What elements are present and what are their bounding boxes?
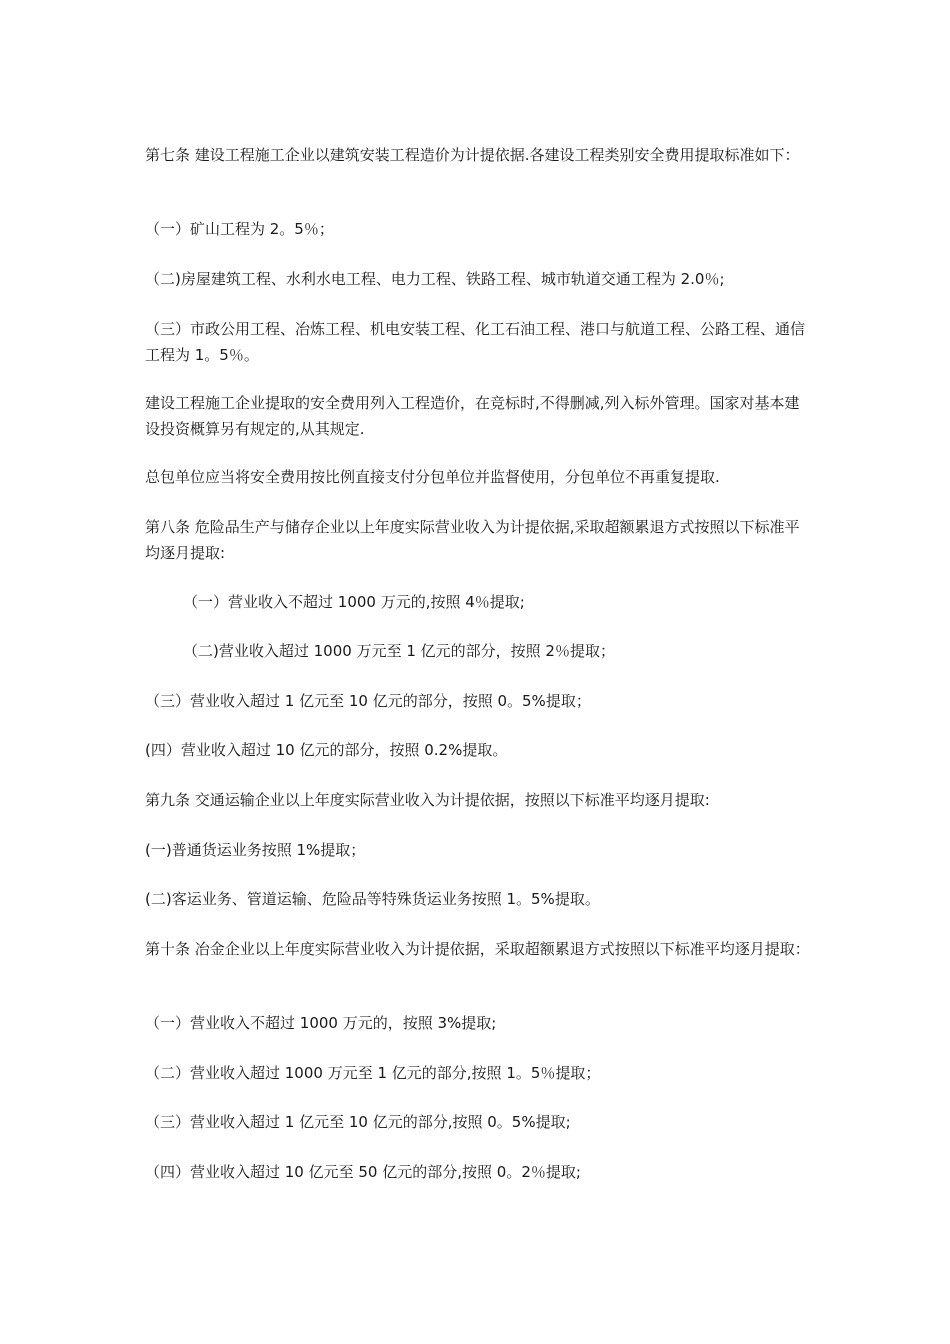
article-8-item-1: （一）营业收入不超过 1000 万元的,按照 4％提取; <box>183 593 525 611</box>
article-7-item-2: （二)房屋建筑工程、水利水电工程、电力工程、铁路工程、城市轨道交通工程为 2.0％; <box>145 270 725 288</box>
article-9-item-1: (一)普通货运业务按照 1%提取； <box>145 841 366 859</box>
article-10-item-1: （一）营业收入不超过 1000 万元的，按照 3%提取; <box>145 1014 497 1032</box>
article-9-item-2: (二)客运业务、管道运输、危险品等特殊货运业务按照 1。5%提取。 <box>145 890 600 908</box>
article-7-item-3: （三）市政公用工程、冶炼工程、机电安装工程、化工石油工程、港口与航道工程、公路工程、通信工程为 1。5％。 <box>145 320 806 364</box>
article-7-note-2: 总包单位应当将安全费用按比例直接支付分包单位并监督使用，分包单位不再重复提取. <box>145 468 720 486</box>
article-7-note-1: 建设工程施工企业提取的安全费用列入工程造价，在竞标时,不得删减,列入标外管理。国家对基本建设投资概算另有规定的,从其规定. <box>145 394 800 438</box>
article-10-item-3: （三）营业收入超过 1 亿元至 10 亿元的部分,按照 0。5%提取; <box>145 1113 571 1131</box>
article-7-item-1: （一）矿山工程为 2。5％； <box>145 220 334 238</box>
article-8-item-4: (四）营业收入超过 10 亿元的部分，按照 0.2%提取。 <box>145 741 508 759</box>
article-8-item-2: （二)营业收入超过 1000 万元至 1 亿元的部分，按照 2％提取； <box>183 642 615 660</box>
article-10-item-2: （二）营业收入超过 1000 万元至 1 亿元的部分,按照 1。5％提取； <box>145 1064 601 1082</box>
article-9-heading: 第九条 交通运输企业以上年度实际营业收入为计提依据，按照以下标准平均逐月提取: <box>145 791 710 809</box>
article-7-heading: 第七条 建设工程施工企业以建筑安装工程造价为计提依据.各建设工程类别安全费用提取标准如下： <box>145 146 800 164</box>
article-10-item-4: （四）营业收入超过 10 亿元至 50 亿元的部分,按照 0。2％提取; <box>145 1163 581 1181</box>
article-8-item-3: （三）营业收入超过 1 亿元至 10 亿元的部分，按照 0。5%提取； <box>145 692 591 710</box>
article-8-heading: 第八条 危险品生产与储存企业以上年度实际营业收入为计提依据,采取超额累退方式按照以下标准平均逐月提取: <box>145 518 800 562</box>
article-10-heading: 第十条 冶金企业以上年度实际营业收入为计提依据，采取超额累退方式按照以下标准平均逐月提取： <box>145 940 810 958</box>
